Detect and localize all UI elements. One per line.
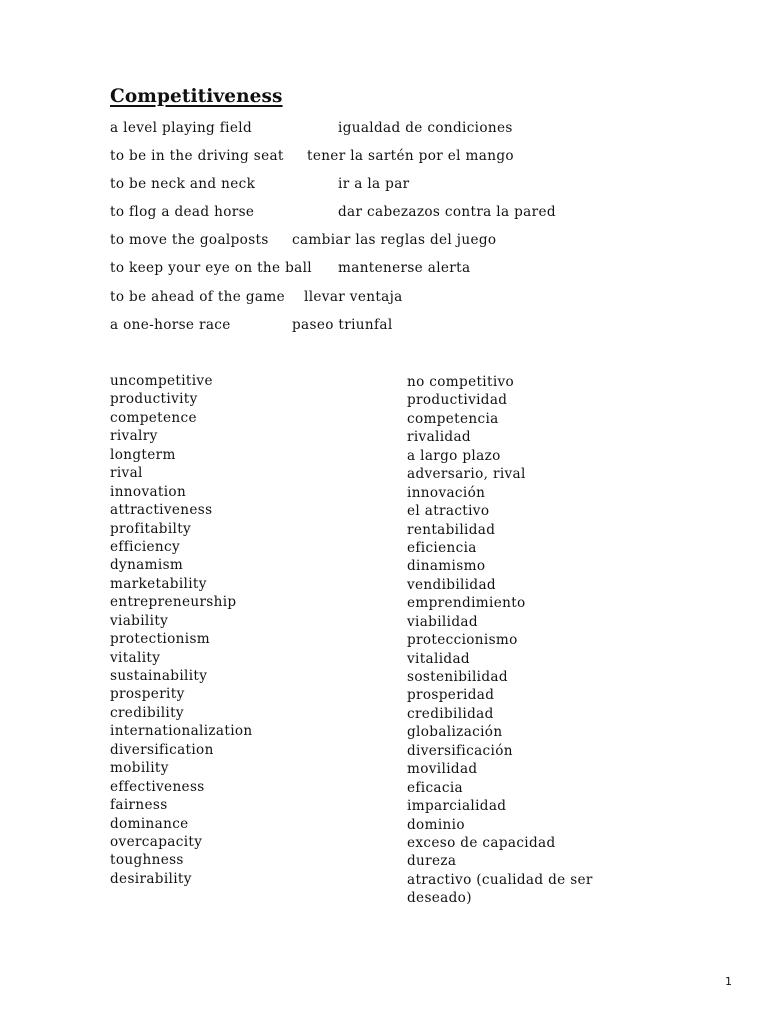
vocabulary-row xyxy=(110,484,670,502)
idiom-spanish: igualdad de condiciones xyxy=(338,120,513,136)
idiom-english: to flog a dead horse xyxy=(110,204,255,220)
vocabulary-english: rivalry xyxy=(110,428,158,445)
vocabulary-row xyxy=(110,373,670,391)
vocabulary-spanish: eficiencia xyxy=(407,539,477,556)
vocabulary-spanish: rentabilidad xyxy=(407,521,496,538)
vocabulary-row xyxy=(110,465,670,483)
vocabulary-row xyxy=(110,870,670,907)
vocabulary-spanish: vitalidad xyxy=(407,650,470,667)
idiom-spanish: dar cabezazos contra la pared xyxy=(338,204,556,220)
vocabulary-row xyxy=(110,797,670,815)
vocabulary-row xyxy=(110,779,670,797)
vocabulary-english: profitabilty xyxy=(110,520,192,537)
vocabulary-row xyxy=(110,594,670,612)
page-title: Competitiveness xyxy=(110,86,283,107)
vocabulary-row xyxy=(110,760,670,778)
idiom-english: to be in the driving seat xyxy=(110,148,284,164)
idiom-row xyxy=(110,120,710,140)
vocabulary-spanish: credibilidad xyxy=(407,705,494,722)
idiom-spanish: llevar ventaja xyxy=(304,289,403,305)
vocabulary-english: longterm xyxy=(110,446,176,463)
vocabulary-english: dynamism xyxy=(110,557,184,574)
idiom-row xyxy=(110,176,710,196)
vocabulary-spanish: emprendimiento xyxy=(407,595,526,612)
vocabulary-spanish: innovación xyxy=(407,484,486,501)
vocabulary-spanish: vendibilidad xyxy=(407,576,496,593)
idiom-english: to keep your eye on the ball xyxy=(110,260,312,276)
idiom-spanish: cambiar las reglas del juego xyxy=(292,232,497,248)
page-number: 1 xyxy=(725,975,732,988)
vocabulary-spanish: prosperidad xyxy=(407,687,495,704)
vocabulary-english: productivity xyxy=(110,391,198,408)
vocabulary-english: uncompetitive xyxy=(110,373,213,389)
vocabulary-row xyxy=(110,723,670,741)
idiom-spanish: ir a la par xyxy=(338,176,410,192)
idiom-row xyxy=(110,317,710,337)
vocabulary-english: fairness xyxy=(110,797,168,814)
vocabulary-english: dominance xyxy=(110,815,189,832)
idiom-english: to move the goalposts xyxy=(110,232,269,248)
vocabulary-spanish: dureza xyxy=(407,853,457,870)
vocabulary-english: internationalization xyxy=(110,723,253,740)
vocabulary-spanish: no competitivo xyxy=(407,374,515,390)
vocabulary-row xyxy=(110,834,670,852)
vocabulary-english: marketability xyxy=(110,575,207,592)
vocabulary-row xyxy=(110,410,670,428)
vocabulary-spanish: imparcialidad xyxy=(407,798,507,815)
vocabulary-row xyxy=(110,557,670,575)
vocabulary-row xyxy=(110,686,670,704)
vocabulary-spanish: competencia xyxy=(407,410,499,427)
vocabulary-spanish: movilidad xyxy=(407,761,478,778)
vocabulary-english: credibility xyxy=(110,704,184,721)
vocabulary-spanish: el atractivo xyxy=(407,503,490,520)
vocabulary-row xyxy=(110,539,670,557)
vocabulary-row xyxy=(110,852,670,870)
idiom-english: a one-horse race xyxy=(110,317,231,333)
vocabulary-english: overcapacity xyxy=(110,833,203,850)
vocabulary-row xyxy=(110,650,670,668)
vocabulary-english: effectiveness xyxy=(110,778,205,795)
idiom-english: to be neck and neck xyxy=(110,176,256,192)
vocabulary-spanish: productividad xyxy=(407,392,508,409)
vocabulary-english: viability xyxy=(110,612,169,629)
vocabulary-spanish: diversificación xyxy=(407,742,513,759)
vocabulary-row xyxy=(110,447,670,465)
vocabulary-row xyxy=(110,576,670,594)
idiom-english: a level playing field xyxy=(110,120,252,136)
vocabulary-row xyxy=(110,521,670,539)
vocabulary-row xyxy=(110,391,670,409)
idiom-row xyxy=(110,204,710,224)
idiom-spanish: paseo triunfal xyxy=(292,317,393,333)
vocabulary-spanish: globalización xyxy=(407,724,503,741)
vocabulary-english: diversification xyxy=(110,741,214,758)
vocabulary-english: entrepreneurship xyxy=(110,594,237,611)
vocabulary-row xyxy=(110,816,670,834)
vocabulary-spanish: rivalidad xyxy=(407,429,471,446)
vocabulary-spanish: atractivo (cualidad de ser deseado) xyxy=(407,871,593,907)
vocabulary-spanish: proteccionismo xyxy=(407,632,518,649)
vocabulary-english: prosperity xyxy=(110,686,185,703)
vocabulary-row xyxy=(110,428,670,446)
vocabulary-spanish: dinamismo xyxy=(407,558,486,575)
vocabulary-spanish: dominio xyxy=(407,816,465,833)
idiom-row xyxy=(110,148,710,168)
vocabulary-spanish: sostenibilidad xyxy=(407,669,508,685)
vocabulary-english: innovation xyxy=(110,483,187,500)
vocabulary-english: protectionism xyxy=(110,631,211,648)
vocabulary-english: competence xyxy=(110,409,197,426)
idiom-spanish: mantenerse alerta xyxy=(338,260,471,276)
vocabulary-spanish: a largo plazo xyxy=(407,447,501,464)
idiom-row xyxy=(110,289,710,309)
vocabulary-english: rival xyxy=(110,465,143,482)
vocabulary-english: efficiency xyxy=(110,538,181,555)
vocabulary-row xyxy=(110,742,670,760)
vocabulary-list xyxy=(110,373,670,907)
idiom-english: to be ahead of the game xyxy=(110,289,285,305)
idiom-row xyxy=(110,260,710,280)
vocabulary-spanish: viabilidad xyxy=(407,613,478,630)
vocabulary-english: attractiveness xyxy=(110,502,213,519)
vocabulary-spanish: adversario, rival xyxy=(407,466,526,483)
vocabulary-row xyxy=(110,613,670,631)
idiom-row xyxy=(110,232,710,252)
vocabulary-spanish: exceso de capacidad xyxy=(407,834,556,851)
vocabulary-row xyxy=(110,631,670,649)
vocabulary-row xyxy=(110,502,670,520)
vocabulary-english: vitality xyxy=(110,649,161,666)
vocabulary-spanish: eficacia xyxy=(407,779,464,796)
vocabulary-english: mobility xyxy=(110,760,169,777)
vocabulary-row xyxy=(110,668,670,686)
vocabulary-english: sustainability xyxy=(110,668,208,684)
vocabulary-english: toughness xyxy=(110,852,184,869)
idiom-spanish: tener la sartén por el mango xyxy=(307,148,514,164)
vocabulary-english: desirability xyxy=(110,870,192,887)
vocabulary-row xyxy=(110,705,670,723)
